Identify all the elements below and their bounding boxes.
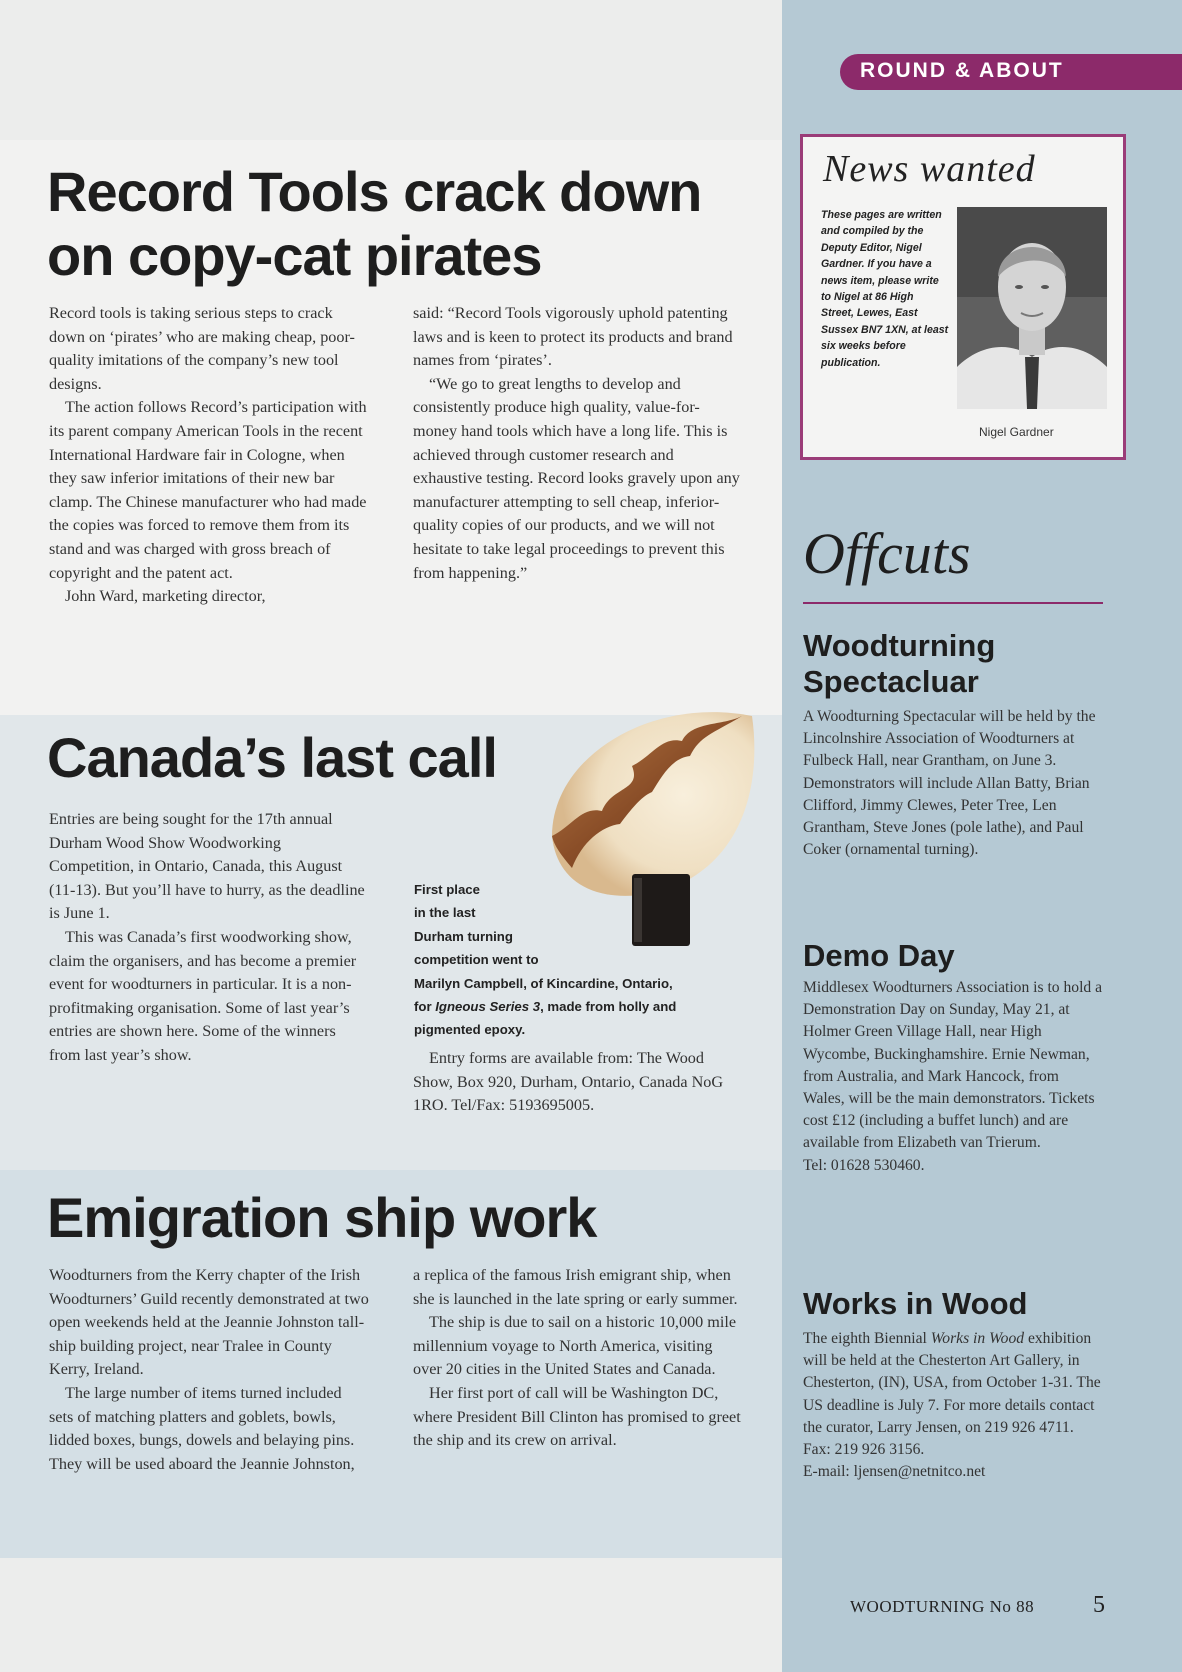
caption-line: in the last xyxy=(414,905,476,921)
offcut2-body xyxy=(803,977,1103,1177)
article3-col2-para: The ship is due to sail on a historic 10,000 mile millennium voyage to North America, visiting over 20 cities in the United States and Canada. xyxy=(413,1313,737,1379)
article1-col1-para: Record tools is taking serious steps to crack down on ‘pirates’ who are making cheap, poor-quality imitations of the company’s new tool designs. xyxy=(49,304,355,393)
offcut2-heading: Demo Day xyxy=(803,938,955,973)
offcut1-body: A Woodturning Spectacular will be held by the Lincolnshire Association of Woodturners at Fulbeck Hall, near Grantham, on June 3. Demonstrators will include Allan Batty, Brian Clifford, Jimmy Clewes, Peter Tree, Len Grantham, Steve Jones (pole lathe), and Paul Coker (ornamental turning). xyxy=(803,708,1096,859)
offcut3-email: E-mail: ljensen@netnitco.net xyxy=(803,1463,986,1481)
photo-caption-durham xyxy=(414,878,744,1042)
offcut3-exhibition-title: Works in Wood xyxy=(930,1330,1025,1347)
article2-col1-para: Entries are being sought for the 17th annual Durham Wood Show Woodworking Competition, in Ontario, Canada, this August (11-13). But you’ll have to hurry, as the deadline is June 1. xyxy=(49,810,365,923)
bowl-body xyxy=(552,712,754,896)
offcut2-text: Middlesex Woodturners Association is to hold a Demonstration Day on Sunday, May 21, at Holmer Green Village Hall, near High Wycombe, Buckinghamshire. Ernie Newman, from Australia, and Mark Hancock, from Wales, will be the main demonstrators. Tickets cost £12 (including a buffet lunch) and are available from Elizabeth van Trierum. xyxy=(803,979,1103,1152)
offcut3-heading: Works in Wood xyxy=(803,1286,1028,1321)
offcut3-text-part: exhibition will be held at the Chesterton Art Gallery, in Chesterton, (IN), USA, from October 1-31. The US deadline is July 7. For more details contact the curator, Larry Jensen, on 219 926 4711. Fax: 219 926 3156. xyxy=(803,1330,1101,1459)
caption-artwork-title: Igneous Series 3 xyxy=(435,999,541,1015)
article3-col1-para: The large number of items turned included sets of matching platters and goblets, bowls, lidded boxes, bungs, dowels and belaying pins. They will be used aboard the Jeannie Johnston, xyxy=(49,1383,355,1473)
news-wanted-box xyxy=(800,134,1126,460)
article2-col1-para: This was Canada’s first woodworking show, claim the organisers, and has become a premier event for woodturners in particular. It is a non-profitmaking organisation. Some of last year’s entries are shown here. Some of the winners from last year’s show. xyxy=(49,927,357,1064)
article3-col2-para: a replica of the famous Irish emigrant ship, when she is launched in the late spring or early summer. xyxy=(413,1266,738,1308)
article2-col2 xyxy=(413,1047,743,1118)
article3-col1-para: Woodturners from the Kerry chapter of the Irish Woodturners’ Guild recently demonstrated at two open weekends held at the Jeannie Johnston tall-ship building project, near Tralee in County Kerry, Ireland. xyxy=(49,1266,369,1379)
caption-line: Durham turning xyxy=(414,928,513,944)
article1-headline xyxy=(47,160,701,288)
caption-line: First place xyxy=(414,882,480,897)
offcuts-divider xyxy=(803,602,1103,604)
article2-contact-para: Entry forms are available from: The Wood Show, Box 920, Durham, Ontario, Canada NoG 1RO. Tel/Fax: 5193695005. xyxy=(413,1049,724,1115)
footer-magazine: WOODTURNING No 88 xyxy=(850,1597,1035,1616)
page-number: 5 xyxy=(1093,1592,1105,1618)
caption-text: , made from holly and xyxy=(540,999,677,1015)
caption-line xyxy=(414,995,744,1018)
article1-col2 xyxy=(413,302,743,585)
offcut1-heading xyxy=(803,628,995,700)
offcuts-title: Offcuts xyxy=(803,521,971,586)
article1-headline-line1: Record Tools crack down xyxy=(47,160,702,223)
section-tab: ROUND & ABOUT xyxy=(840,54,1182,90)
article1-headline-line2: on copy-cat pirates xyxy=(47,224,542,287)
article1-col2-para: said: “Record Tools vigorously uphold patenting laws and is keen to protect its products and brand names from ‘pirates’. xyxy=(413,304,733,370)
article3-headline: Emigration ship work xyxy=(47,1186,597,1249)
portrait-caption: Nigel Gardner xyxy=(979,425,1054,439)
article1-col1-para: John Ward, marketing director, xyxy=(65,587,266,606)
caption-line: Marilyn Campbell, of Kincardine, Ontario, xyxy=(414,975,673,991)
article3-col2-para: Her first port of call will be Washington DC, where President Bill Clinton has promised to greet the ship and its crew on arrival. xyxy=(413,1383,741,1450)
article2-col1 xyxy=(49,808,365,1068)
caption-text: for xyxy=(414,999,436,1015)
editor-portrait-photo xyxy=(957,207,1107,409)
offcut3-body xyxy=(803,1328,1103,1483)
offcut1-heading-line: Woodturning xyxy=(803,628,996,663)
news-wanted-text: These pages are written and compiled by the Deputy Editor, Nigel Gardner. If you have a news item, please write to Nigel at 86 High Street, Lewes, East Sussex BN7 1XN, at least six weeks before publication. xyxy=(821,209,949,369)
article3-col1 xyxy=(49,1264,369,1476)
offcut2-tel: Tel: 01628 530460. xyxy=(803,1156,925,1174)
article3-col2 xyxy=(413,1264,743,1453)
article2-headline: Canada’s last call xyxy=(47,726,497,789)
offcut3-text-part: The eighth Biennial xyxy=(803,1330,931,1347)
article1-col2-para: “We go to great lengths to develop and consistently produce high quality, value-for-money hand tools which have a long life. This is achieved through customer research and exhaustive testing. Record looks gravely upon any manufacturer attempting to sell cheap, inferior-quality copies of our products, and we will not hesitate to take legal proceedings to prevent this from happening.” xyxy=(413,374,740,582)
article1-col1 xyxy=(49,302,369,609)
caption-line: competition went to xyxy=(414,952,539,968)
article1-col1-para: The action follows Record’s participation with its parent company American Tools in the recent International Hardware fair in Cologne, when they saw inferior imitations of their new bar clamp. The Chinese manufacturer who had made the copies was forced to remove them from its stand and was charged with gross breach of copyright and the patent act. xyxy=(49,398,367,582)
news-wanted-title: News wanted xyxy=(823,148,1036,190)
offcut1-heading-line: Spectacluar xyxy=(803,664,979,699)
offcut3-text xyxy=(803,1328,1103,1461)
caption-line: pigmented epoxy. xyxy=(414,1022,526,1038)
